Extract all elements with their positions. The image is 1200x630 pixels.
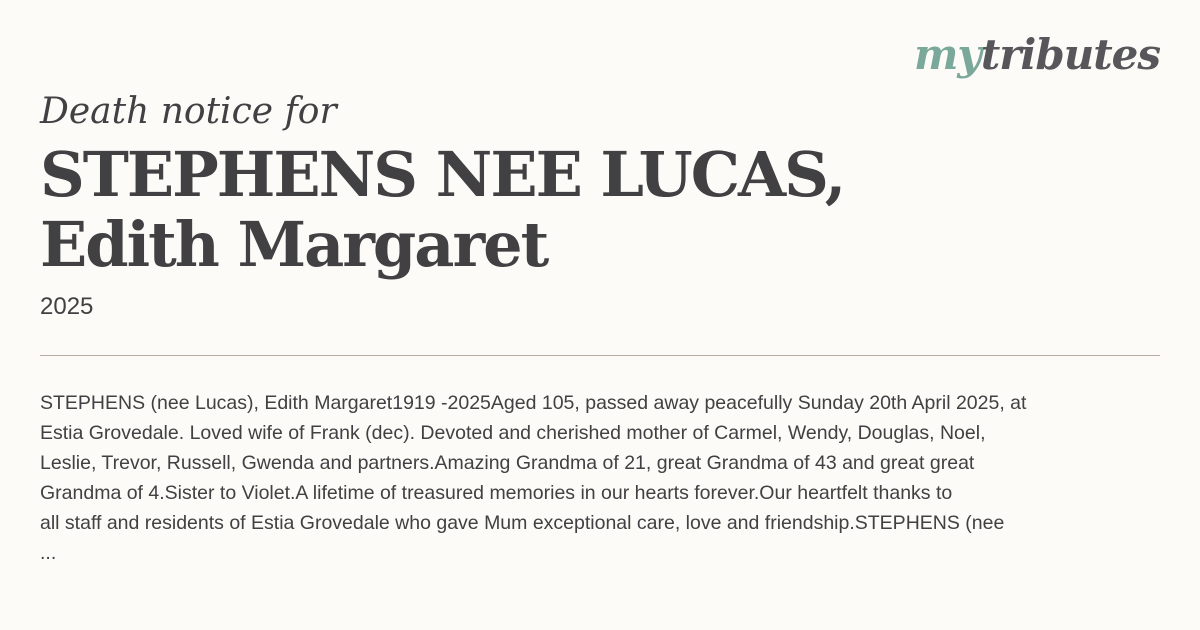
notice-body-line: Grandma of 4.Sister to Violet.A lifetime of treasured memories in our hearts forever.Our heartfelt thanks to [40, 482, 953, 504]
notice-body-line: STEPHENS (nee Lucas), Edith Margaret1919 -2025Aged 105, passed away peacefully Sunday 20th April 2025, at [40, 392, 1027, 414]
divider [40, 355, 1160, 356]
logo-tributes: tributes [980, 30, 1160, 79]
notice-kicker: Death notice for [40, 91, 337, 132]
notice-body-line: all staff and residents of Estia Grovedale who gave Mum exceptional care, love and friendship.STEPHENS (nee [40, 512, 1005, 534]
notice-body [40, 388, 1140, 568]
notice-body-ellipsis: ... [40, 542, 57, 564]
logo-my: my [913, 30, 981, 79]
notice-year: 2025 [40, 293, 94, 320]
mytributes-logo [913, 30, 1160, 79]
notice-body-line: Estia Grovedale. Loved wife of Frank (dec). Devoted and cherished mother of Carmel, Wendy, Douglas, Noel, [40, 422, 986, 444]
deceased-name [40, 140, 844, 280]
deceased-name-line2: Edith Margaret [40, 208, 548, 281]
deceased-name-line1: STEPHENS NEE LUCAS, [40, 138, 845, 211]
notice-body-line: Leslie, Trevor, Russell, Gwenda and partners.Amazing Grandma of 21, great Grandma of 43 and great great [40, 452, 975, 474]
